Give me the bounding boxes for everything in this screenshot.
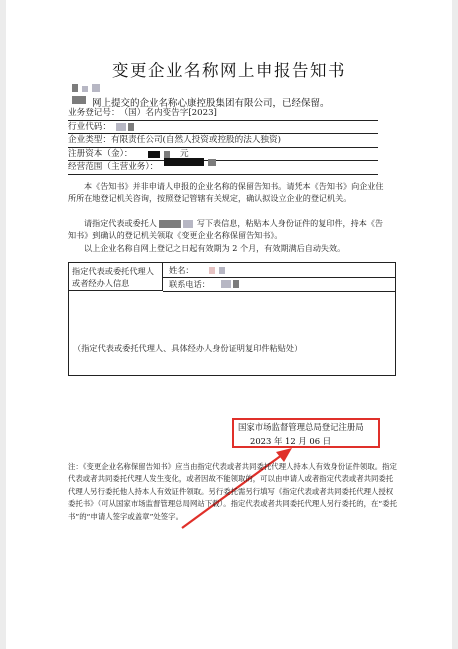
paragraph-notice: 本《告知书》并非申请人申报的企业名称的保留告知书。请凭本《告知书》向企业住所所在地登记机关咨询，按照登记管辖有关规定，确认拟设立企业的登记机关。 <box>68 181 384 204</box>
pointer-arrow <box>6 0 452 649</box>
field-label: 注册资本（金）： <box>68 148 133 159</box>
issue-date: 2023 年 12 月 06 日 <box>250 436 332 446</box>
representative-header: 指定代表或委托代理人或者经办人信息 <box>69 263 163 291</box>
field-label: 经营范围（主营业务）： <box>68 162 159 172</box>
id-paste-area-hint: （指定代表或委托代理人、具体经办人身份证明复印件粘贴处） <box>73 343 303 353</box>
paragraph-validity: 以上企业名称自网上登记之日起有效期为 2 个月，有效期满后自动失效。 <box>84 243 346 253</box>
document-title: 变更企业名称网上申报告知书 <box>112 61 346 80</box>
field-label: 企业类型： <box>68 135 111 145</box>
phone-label: 联系电话： <box>169 279 210 289</box>
field-value: 元 <box>180 148 189 159</box>
instruction-part-a: 请指定代表或委托人 <box>84 218 157 228</box>
field-label: 业务登记号： <box>68 108 120 118</box>
footnote: 注：《变更企业名称保留告知书》应当由指定代表或者共同委托代理人持本人有效身份证件领取。指定代表或者共同委托代理人发生变化，或者因故不能领取的，可以由申请人或者指定代表或者共同委托代理人另行委托他人持本人有效证件领取。另行委托需另行填写《指定代表或者共同委托代理人授权委托书》（可从国家市场监督管理总局网站下载）。指定代表或者共同委托代理人另行委托的，在“委托书”的“申请人签字或盖章”处签字。 <box>68 462 398 521</box>
issuing-authority: 国家市场监督管理总局登记注册局 <box>238 422 364 432</box>
document-page <box>6 0 452 649</box>
field-label: 行业代码： <box>68 121 111 132</box>
field-value: （国）名内变告字[2023] <box>119 108 217 118</box>
instruction-part-b: 写下表信息，粘贴本人身份证件的复印件，持本《告知书》到确认的登记机关领取《变更企业名称保留告知书》。 <box>68 218 384 241</box>
field-value: 有限责任公司(自然人投资或控股的法人独资) <box>110 135 281 145</box>
name-label: 姓名： <box>169 265 194 275</box>
intro-line: 网上提交的企业名称心康控股集团有限公司，已经保留。 <box>92 98 330 109</box>
